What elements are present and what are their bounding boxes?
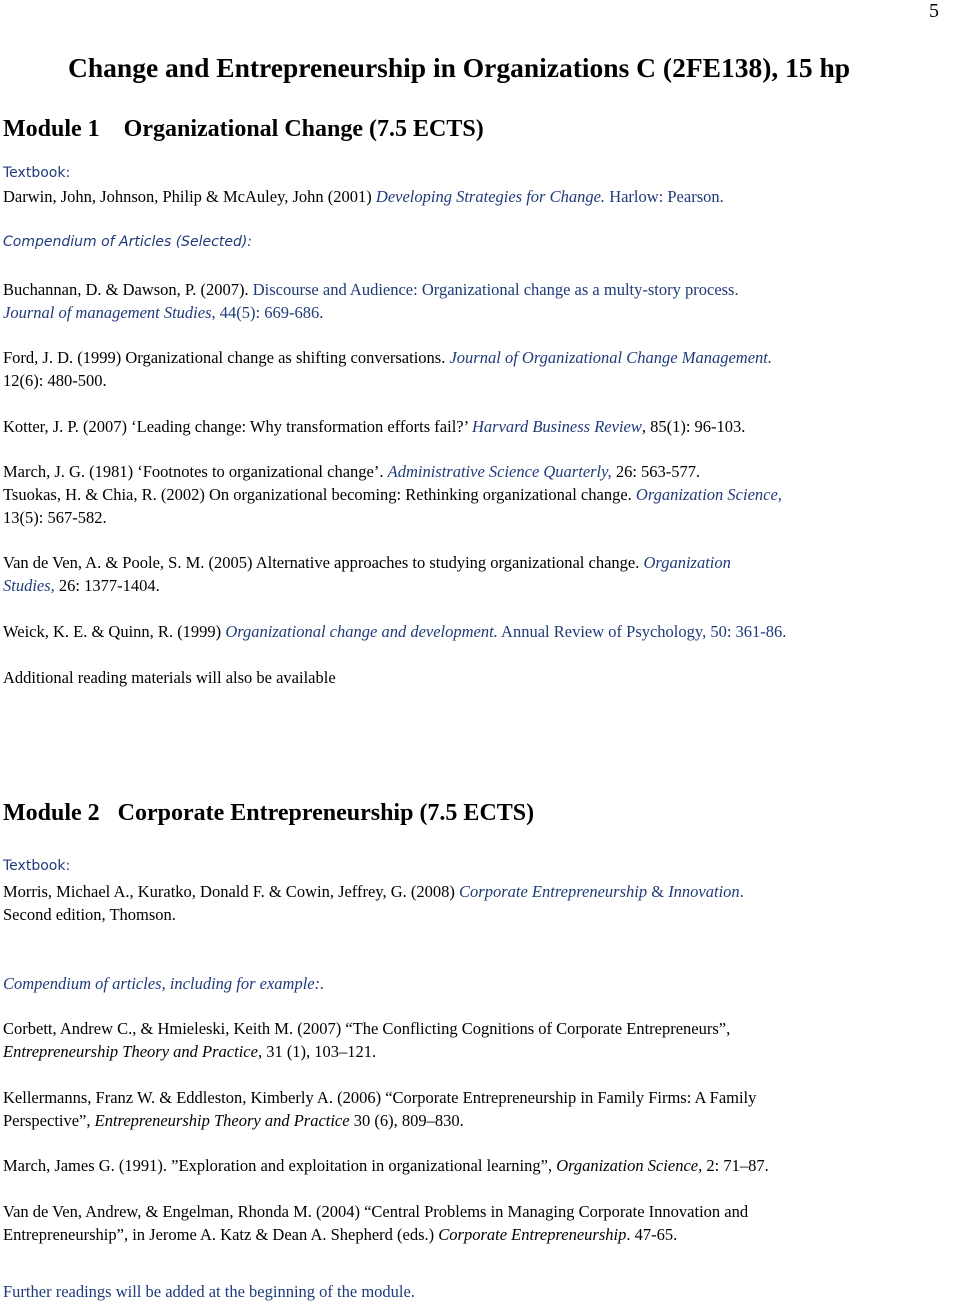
compendium-label: Compendium of Articles (Selected): xyxy=(3,234,253,250)
reference-vandeven-2004-cont: Entrepreneurship”, in Jerome A. Katz & Dean A. Shepherd (eds.) Corporate Entrepreneurship. 47-65. xyxy=(3,1225,678,1244)
reference-vandeven: Van de Ven, A. & Poole, S. M. (2005) Alternative approaches to studying organizational change. Organization xyxy=(3,553,731,572)
textbook-label: Textbook: xyxy=(3,165,71,181)
page-number: 5 xyxy=(929,0,939,22)
textbook-label: Textbook: xyxy=(3,858,71,874)
further-readings-note: Further readings will be added at the beginning of the module. xyxy=(3,1282,415,1301)
page-title: Change and Entrepreneurship in Organizations C (2FE138), 15 hp xyxy=(68,52,851,83)
reference-march: March, J. G. (1981) ‘Footnotes to organizational change’. Administrative Science Quarterly, 26: 563-577. xyxy=(3,462,701,481)
reference-corbett-cont: Entrepreneurship Theory and Practice, 31 (1), 103–121. xyxy=(3,1042,377,1061)
additional-reading-note: Additional reading materials will also be available xyxy=(3,668,336,687)
reference-weick: Weick, K. E. & Quinn, R. (1999) Organizational change and development. Annual Review of Psychology, 50: 361-86. xyxy=(3,622,787,641)
reference-kotter: Kotter, J. P. (2007) ‘Leading change: Why transformation efforts fail?’ Harvard Business Review, 85(1): 96-103. xyxy=(3,417,746,436)
reference-corbett: Corbett, Andrew C., & Hmieleski, Keith M. (2007) “The Conflicting Cognitions of Corporate Entrepreneurs”, xyxy=(3,1019,731,1038)
reference-vandeven-2004: Van de Ven, Andrew, & Engelman, Rhonda M. (2004) “Central Problems in Managing Corporate Innovation and xyxy=(3,1202,749,1221)
module-1-heading: Module 1 Organizational Change (7.5 ECTS) xyxy=(3,116,484,142)
reference-ford: Ford, J. D. (1999) Organizational change as shifting conversations. Journal of Organizational Change Management. xyxy=(3,348,772,367)
reference-kellermanns: Kellermanns, Franz W. & Eddleston, Kimberly A. (2006) “Corporate Entrepreneurship in Family Firms: A Family xyxy=(3,1088,757,1107)
reference-tsuokas: Tsuokas, H. & Chia, R. (2002) On organizational becoming: Rethinking organizational change. Organization Science, xyxy=(3,485,782,504)
reference-kellermanns-cont: Perspective”, Entrepreneurship Theory and Practice 30 (6), 809–830. xyxy=(3,1111,464,1130)
reference-vandeven-cont: Studies, 26: 1377-1404. xyxy=(3,576,160,595)
reference-buchannan: Buchannan, D. & Dawson, P. (2007). Discourse and Audience: Organizational change as a multy-story process. xyxy=(3,280,739,299)
reference-ford-cont: 12(6): 480-500. xyxy=(3,371,107,390)
textbook-reference: Morris, Michael A., Kuratko, Donald F. & Cowin, Jeffrey, G. (2008) Corporate Entrepreneurship & Innovation. xyxy=(3,882,744,901)
textbook-reference-cont: Second edition, Thomson. xyxy=(3,905,176,924)
textbook-reference: Darwin, John, Johnson, Philip & McAuley, John (2001) Developing Strategies for Change. Harlow: Pearson. xyxy=(3,187,724,206)
reference-buchannan-cont: Journal of management Studies, 44(5): 669-686. xyxy=(3,303,324,322)
reference-march-1991: March, James G. (1991). ”Exploration and exploitation in organizational learning”, Organization Science, 2: 71–87. xyxy=(3,1156,769,1175)
reference-tsuokas-cont: 13(5): 567-582. xyxy=(3,508,107,527)
module-2-heading: Module 2 Corporate Entrepreneurship (7.5 ECTS) xyxy=(3,800,535,826)
compendium-label: Compendium of articles, including for example:. xyxy=(3,974,325,993)
